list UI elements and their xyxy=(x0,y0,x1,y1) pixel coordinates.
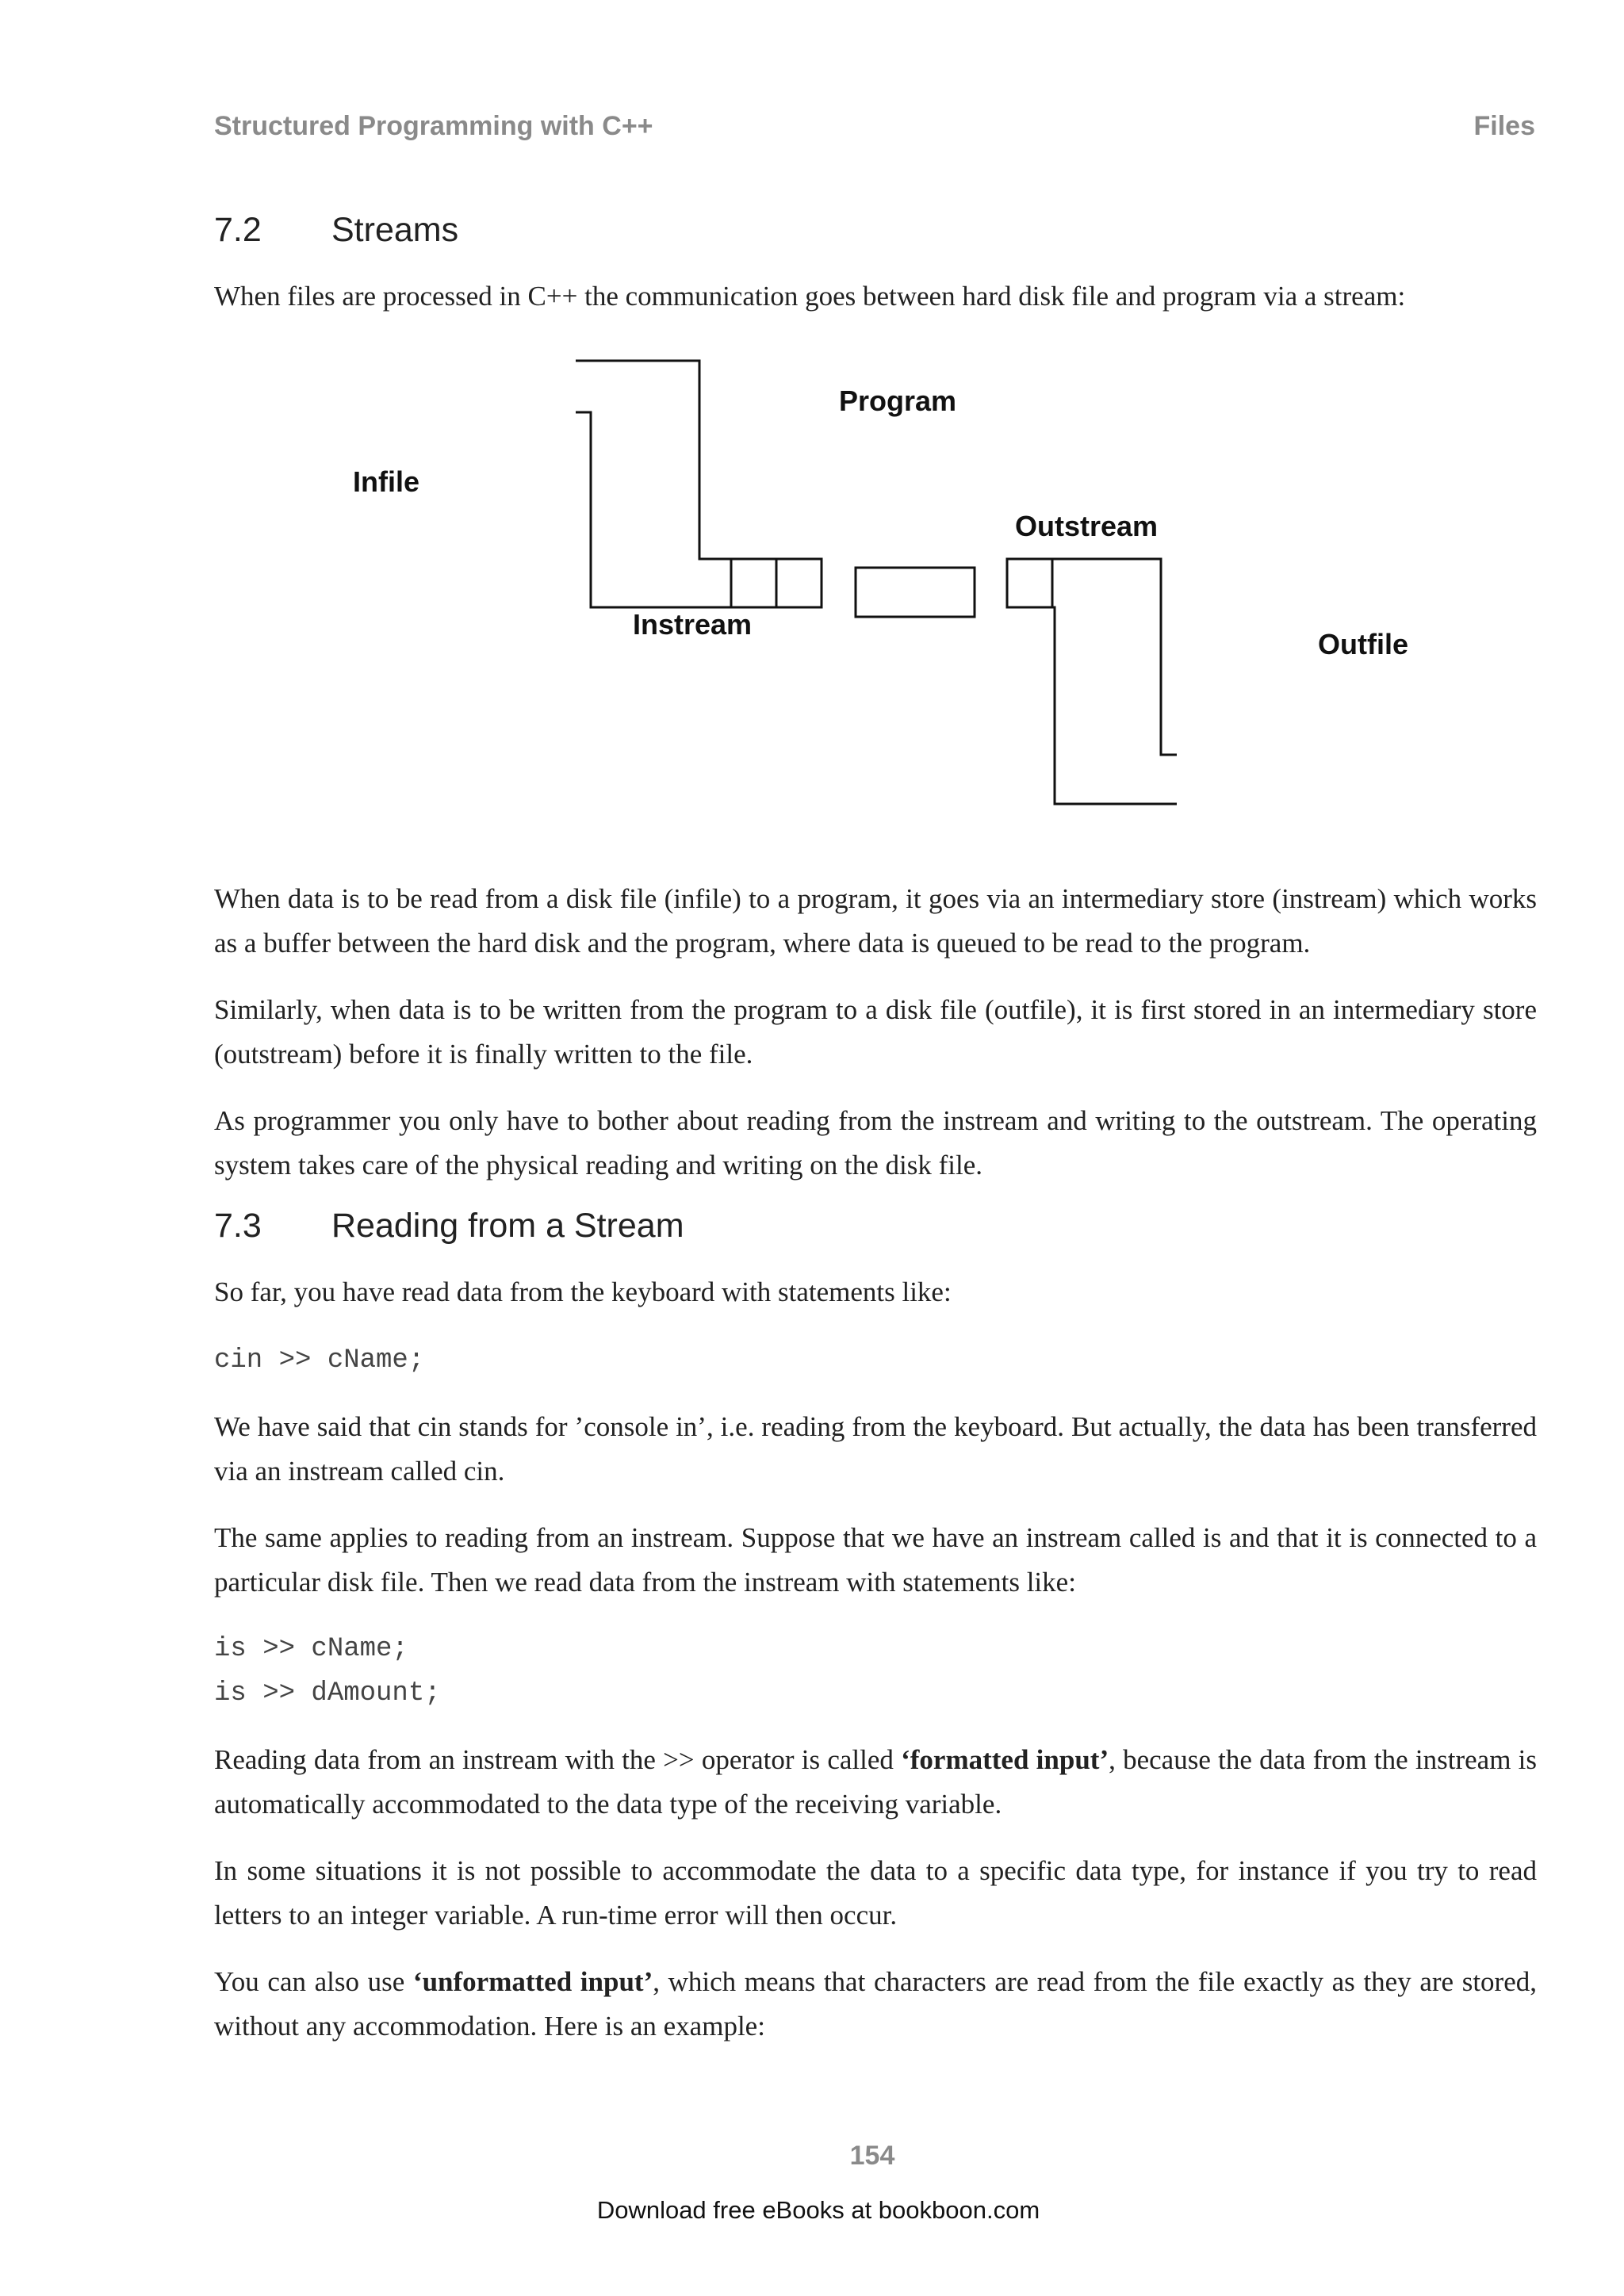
section-title: Reading from a Stream xyxy=(331,1207,684,1245)
stream-diagram xyxy=(0,341,1624,832)
instream-label: Instream xyxy=(633,608,753,641)
outstream-label: Outstream xyxy=(1015,510,1159,542)
text-run: , which means that characters are read from the file exactly as they are stored, without any accommodation. Here is an example: xyxy=(214,1966,1537,2042)
paragraph-unformatted-input xyxy=(214,1960,1537,2049)
paragraph-formatted-input xyxy=(214,1738,1537,1827)
infile-outline xyxy=(576,361,822,559)
program-label: Program xyxy=(839,385,957,417)
outfile-outline xyxy=(1052,559,1177,755)
outfile-label: Outfile xyxy=(1318,628,1408,660)
paragraph-programmer: As programmer you only have to bother about reading from the instream and writing to the outstream. The operating system takes care of the physical reading and writing on the disk file. xyxy=(214,1105,1537,1181)
section-number: 7.2 xyxy=(214,211,262,249)
instream-cell-1 xyxy=(731,559,776,607)
footer-link-text[interactable]: Download free eBooks at bookboon.com xyxy=(596,2196,1040,2224)
section-number: 7.3 xyxy=(214,1207,262,1245)
code-cin: cin >> cName; xyxy=(214,1345,425,1376)
paragraph-runtime-error: In some situations it is not possible to accommodate the data to a specific data type, for instance if you try to read letters to an integer variable. A run-time error will then occur. xyxy=(214,1855,1537,1931)
instream-cell-2 xyxy=(776,559,822,607)
paragraph-infile-instream: When data is to be read from a disk file (infile) to a program, it goes via an intermediary store (instream) which works as a buffer between the hard disk and the program, where data is queued to be read to the program. xyxy=(214,883,1537,959)
paragraph-outfile-outstream: Similarly, when data is to be written from the program to a disk file (outfile), it is first stored in an intermediary store (outstream) before it is finally written to the file. xyxy=(214,994,1537,1070)
running-header-title: Structured Programming with C++ xyxy=(214,111,653,141)
code-is-damount: is >> dAmount; xyxy=(214,1678,441,1709)
paragraph-console-in: We have said that cin stands for ’console in’, i.e. reading from the keyboard. But actually, the data has been transferred via an instream called cin. xyxy=(214,1411,1537,1487)
section-heading-7-3 xyxy=(214,1207,684,1246)
outstream-cell xyxy=(1007,559,1052,607)
section-heading-7-2 xyxy=(214,211,458,250)
program-box xyxy=(856,568,975,617)
paragraph-same-applies: The same applies to reading from an instream. Suppose that we have an instream called is and that it is connected to a particular disk file. Then we read data from the instream with statements like: xyxy=(214,1522,1537,1598)
running-header-chapter: Files xyxy=(1473,111,1535,141)
paragraph-so-far: So far, you have read data from the keyboard with statements like: xyxy=(214,1276,952,1307)
outfile-inner-outline xyxy=(1052,607,1177,804)
term-unformatted-input: ‘unformatted input’ xyxy=(412,1966,653,1997)
infile-label: Infile xyxy=(353,465,420,498)
text-run: You can also use xyxy=(214,1966,413,1997)
term-formatted-input: ‘formatted input’ xyxy=(901,1744,1109,1775)
code-is-cname: is >> cName; xyxy=(214,1634,408,1664)
text-run: Reading data from an instream with the >> operator is called xyxy=(214,1744,902,1775)
intro-paragraph: When files are processed in C++ the communication goes between hard disk file and program via a stream: xyxy=(214,281,1406,312)
section-title: Streams xyxy=(331,211,459,249)
page-number: 154 xyxy=(849,2141,895,2171)
text-run: , because the data from the instream is automatically accommodated to the data type of the receiving variable. xyxy=(214,1744,1538,1820)
